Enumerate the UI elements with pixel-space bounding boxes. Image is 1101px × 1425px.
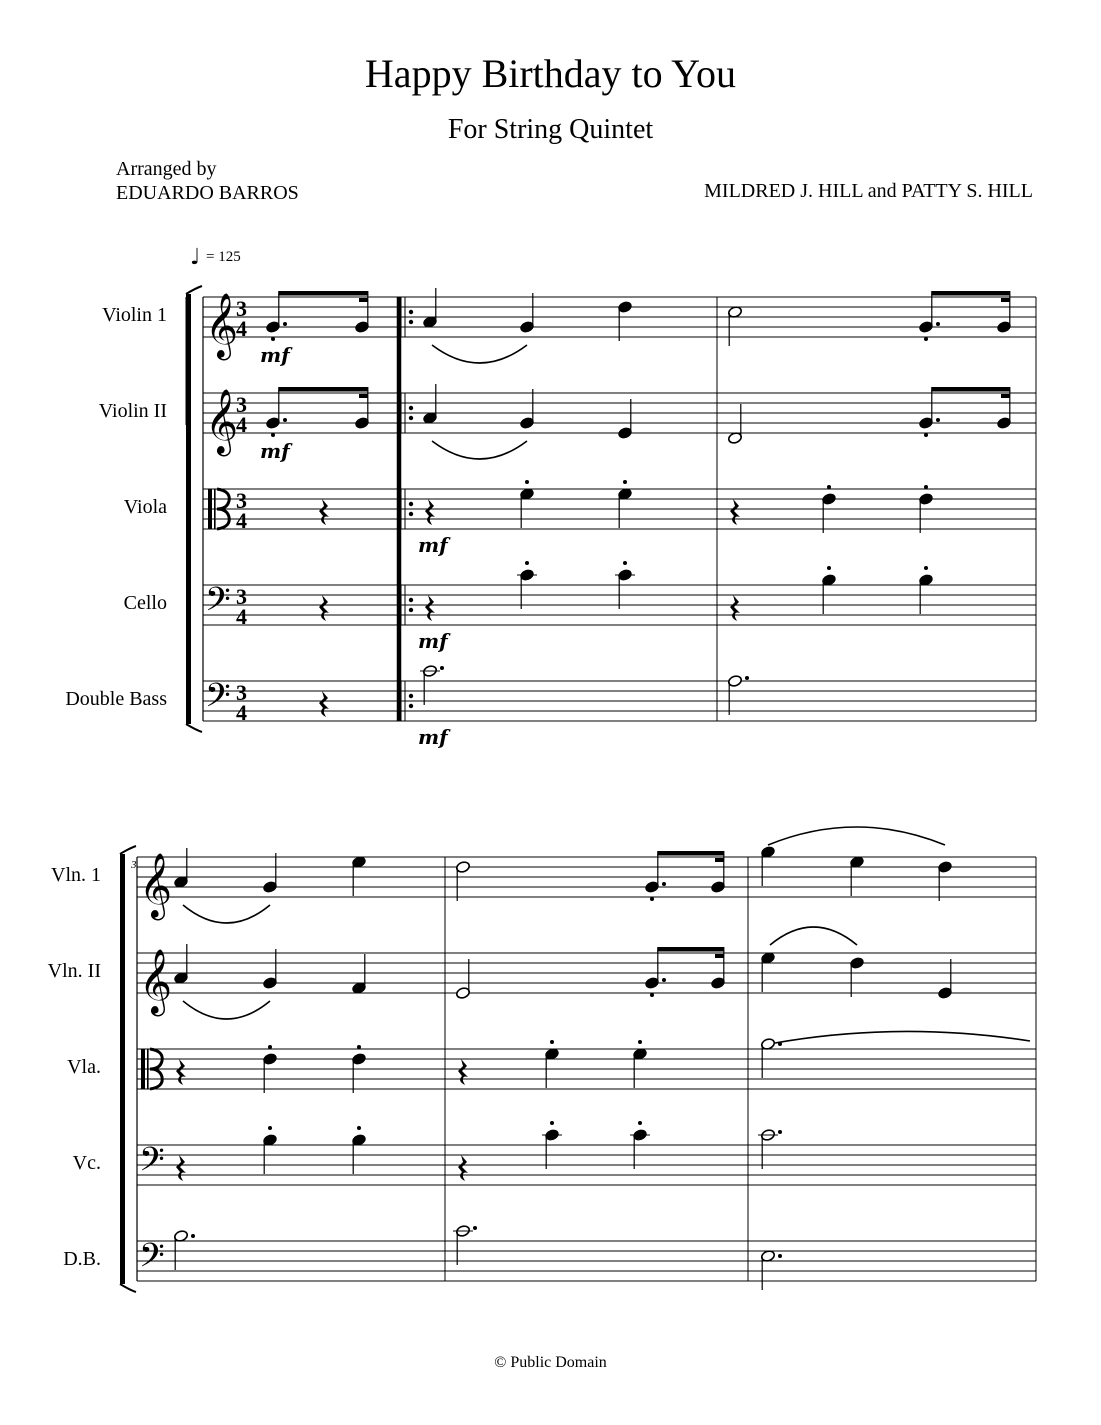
note-beam-short (359, 394, 368, 398)
treble-clef-icon: 𝄞 (139, 853, 173, 918)
note-beam-short (715, 954, 724, 958)
staccato-dot (268, 1126, 272, 1130)
time-signature-top: 3 (236, 584, 247, 609)
instrument-short-viola: Vla. (67, 1056, 101, 1078)
time-signature-bottom: 4 (236, 316, 247, 341)
augmentation-dot (191, 1234, 195, 1238)
slur (432, 441, 527, 459)
time-signature-top: 3 (236, 488, 247, 513)
staccato-dot (550, 1121, 554, 1125)
treble-clef-icon: 𝄞 (139, 949, 173, 1014)
instrument-name-violin-1: Violin 1 (102, 304, 167, 326)
staccato-dot (271, 337, 275, 341)
repeat-dot (409, 598, 413, 602)
tempo-marking (190, 245, 241, 270)
repeat-dot (409, 704, 413, 708)
staccato-dot (924, 433, 928, 437)
staccato-dot (550, 1040, 554, 1044)
dynamic-mf: mf (418, 533, 448, 557)
instrument-short-violin-2: Vln. II (47, 960, 101, 982)
staccato-dot (271, 433, 275, 437)
staccato-dot (827, 485, 831, 489)
augmentation-dot (662, 882, 666, 886)
arranged-by-label: Arranged by (116, 158, 217, 180)
treble-clef-icon: 𝄞 (205, 389, 239, 454)
dynamic-mf: mf (260, 343, 290, 367)
quarter-rest-icon (458, 1059, 468, 1085)
copyright-notice: © Public Domain (494, 1354, 607, 1371)
instrument-name-viola: Viola (123, 496, 167, 518)
staccato-dot (268, 1045, 272, 1049)
quarter-rest-icon (425, 499, 435, 525)
slur (183, 905, 270, 923)
measure-number: 3 (131, 859, 137, 871)
instrument-name-double-bass: Double Bass (65, 688, 167, 710)
time-signature-top: 3 (236, 296, 247, 321)
repeat-dot (409, 320, 413, 324)
time-signature-bottom: 4 (236, 508, 247, 533)
alto-clef-bar (141, 1049, 145, 1089)
quarter-rest-icon (319, 691, 329, 717)
note-beam (278, 387, 368, 392)
tempo-value: = 125 (206, 249, 241, 265)
augmentation-dot (440, 666, 444, 670)
composer-name: MILDRED J. HILL and PATTY S. HILL (704, 180, 1033, 202)
arranger-name: EDUARDO BARROS (116, 182, 299, 204)
note-beam (657, 947, 724, 952)
system-bracket (186, 294, 191, 724)
augmentation-dot (283, 418, 287, 422)
system-bracket-hook (120, 1284, 136, 1292)
system-bracket-hook (186, 286, 202, 294)
quarter-rest-icon (458, 1155, 468, 1181)
note-beam (657, 851, 724, 856)
quarter-rest-icon (425, 595, 435, 621)
repeat-dot (409, 608, 413, 612)
staccato-dot (623, 561, 627, 565)
augmentation-dot (662, 978, 666, 982)
repeat-dot (409, 694, 413, 698)
alto-clef-bar (208, 489, 212, 529)
staccato-dot (525, 561, 529, 565)
repeat-dot (409, 406, 413, 410)
repeat-dot (409, 416, 413, 420)
augmentation-dot (936, 322, 940, 326)
bass-clef-icon: 𝄢 (139, 1237, 165, 1283)
alto-clef-bar (147, 1049, 149, 1089)
instrument-short-double-bass: D.B. (63, 1248, 101, 1270)
augmentation-dot (778, 1254, 782, 1258)
quarter-rest-icon (319, 499, 329, 525)
dynamic-mf: mf (418, 629, 448, 653)
augmentation-dot (283, 322, 287, 326)
system-bracket-hook (186, 724, 202, 732)
treble-clef-icon: 𝄞 (205, 293, 239, 358)
time-signature-top: 3 (236, 680, 247, 705)
time-signature-top: 3 (236, 392, 247, 417)
instrument-short-violin-1: Vln. 1 (51, 864, 101, 886)
augmentation-dot (473, 1226, 477, 1230)
slur (432, 345, 527, 363)
staccato-dot (357, 1045, 361, 1049)
note-beam (931, 387, 1010, 392)
note-beam-short (1001, 298, 1010, 302)
slur (183, 1001, 270, 1019)
note-beam-short (1001, 394, 1010, 398)
staccato-dot (924, 337, 928, 341)
page-title: Happy Birthday to You (364, 51, 737, 96)
dynamic-mf: mf (418, 725, 448, 749)
quarter-rest-icon (730, 595, 740, 621)
staccato-dot (638, 1121, 642, 1125)
repeat-dot (409, 512, 413, 516)
quarter-rest-icon (176, 1059, 186, 1085)
slur (770, 927, 857, 945)
augmentation-dot (778, 1130, 782, 1134)
instrument-short-cello: Vc. (72, 1152, 101, 1174)
note-beam (931, 291, 1010, 296)
time-signature-bottom: 4 (236, 700, 247, 725)
staccato-dot (650, 993, 654, 997)
staccato-dot (650, 897, 654, 901)
bass-clef-icon: 𝄢 (205, 677, 231, 723)
instrument-name-violin-2: Violin II (98, 400, 167, 422)
time-signature-bottom: 4 (236, 412, 247, 437)
system-bracket-hook (120, 846, 136, 854)
staccato-dot (623, 480, 627, 484)
staccato-dot (525, 480, 529, 484)
time-signature-bottom: 4 (236, 604, 247, 629)
staccato-dot (924, 485, 928, 489)
alto-clef-bar (214, 489, 216, 529)
quarter-rest-icon (319, 595, 329, 621)
instrument-name-cello: Cello (123, 592, 167, 614)
augmentation-dot (745, 676, 749, 680)
dynamic-mf: mf (260, 439, 290, 463)
note-beam (278, 291, 368, 296)
page-subtitle: For String Quintet (447, 114, 654, 145)
tie (775, 1031, 1030, 1043)
quarter-rest-icon (730, 499, 740, 525)
slur (768, 827, 945, 845)
system-bracket (120, 854, 125, 1284)
staccato-dot (924, 566, 928, 570)
note-beam-short (715, 858, 724, 862)
repeat-dot (409, 502, 413, 506)
staccato-dot (827, 566, 831, 570)
staccato-dot (638, 1040, 642, 1044)
quarter-rest-icon (176, 1155, 186, 1181)
note-beam-short (359, 298, 368, 302)
bass-clef-icon: 𝄢 (205, 581, 231, 627)
tempo-note-icon: ♩ (190, 245, 201, 270)
bass-clef-icon: 𝄢 (139, 1141, 165, 1187)
augmentation-dot (936, 418, 940, 422)
repeat-dot (409, 310, 413, 314)
staccato-dot (357, 1126, 361, 1130)
